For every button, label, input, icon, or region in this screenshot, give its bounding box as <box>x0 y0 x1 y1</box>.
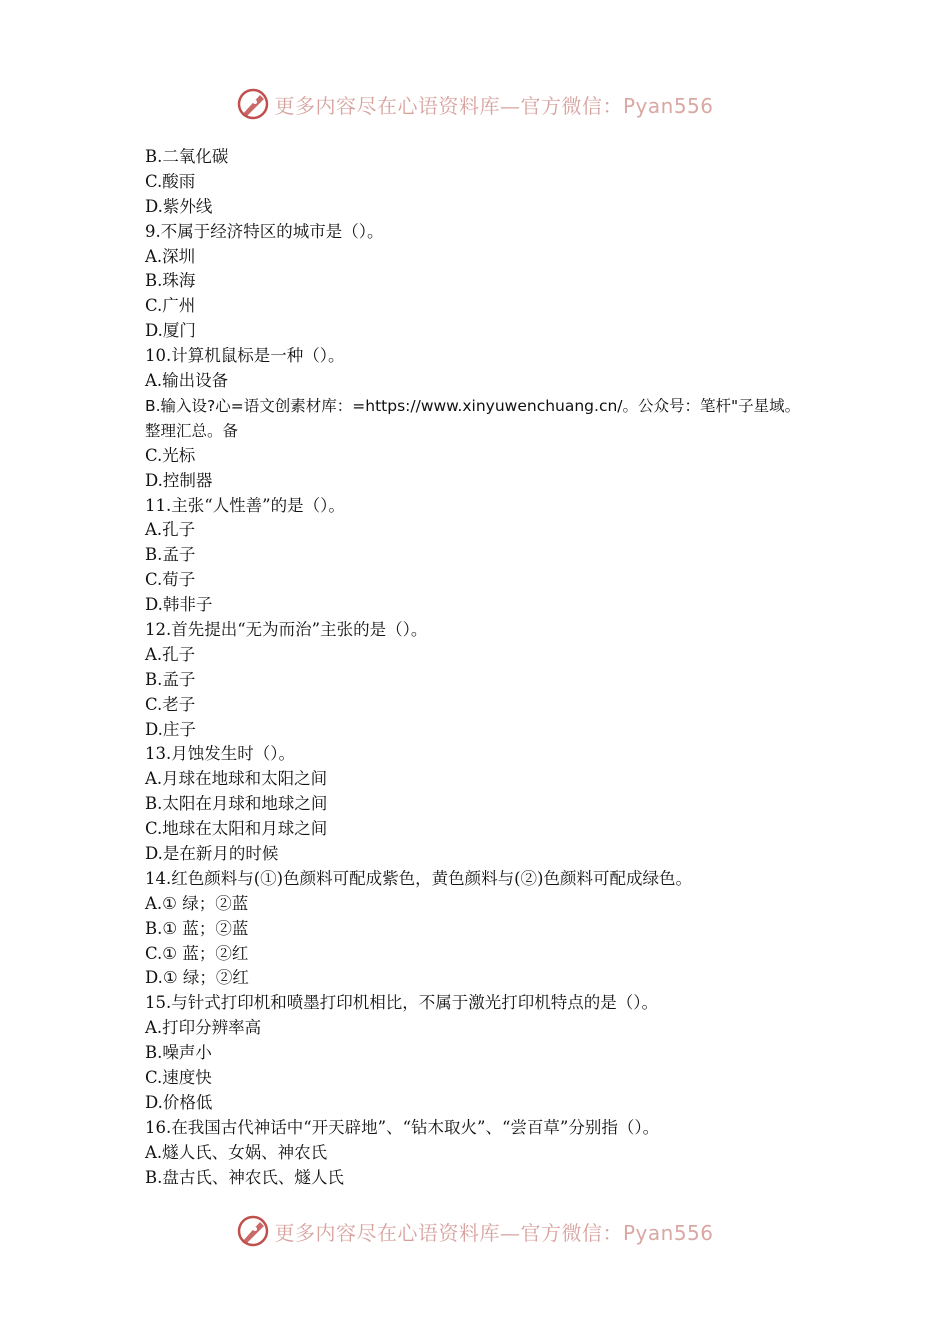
text-line: C.地球在太阳和月球之间 <box>145 819 328 839</box>
header-banner <box>0 84 950 124</box>
text-line: B.盘古氏、神农氏、燧人氏 <box>145 1167 344 1187</box>
text-line: C.老子 <box>145 694 196 714</box>
text-line: D.庄子 <box>145 719 196 739</box>
text-line: C.速度快 <box>145 1067 212 1087</box>
text-line: A.深圳 <box>145 246 196 266</box>
question-16: 16.在我国古代神话中“开天辟地”、“钻木取火”、“尝百草”分别指（）。 <box>145 1117 660 1137</box>
text-line: C.光标 <box>145 445 196 465</box>
banner-slogan: 更多内容尽在心语资料库—官方微信： <box>274 93 623 118</box>
text-line: C.① 蓝；②红 <box>145 943 249 963</box>
watermark-line: B.输入设?心=语文创素材库：=https://www.xinyuwenchuang.cn/。公众号：笔杆"子星域。整理汇总。备 <box>145 396 801 440</box>
text-line: B.二氧化碳 <box>145 147 229 166</box>
banner-text <box>274 90 713 119</box>
question-15: 15.与针式打印机和喷墨打印机相比，不属于激光打印机特点的是（）。 <box>145 993 658 1013</box>
text-line: A.打印分辨率高 <box>145 1018 262 1038</box>
text-line: C.酸雨 <box>145 171 196 191</box>
text-line: B.① 蓝；②蓝 <box>145 918 249 938</box>
text-line: A.输出设备 <box>145 371 229 391</box>
text-line: A.月球在地球和太阳之间 <box>145 769 328 789</box>
pen-logo-icon <box>236 87 270 121</box>
text-line: D.① 绿；②红 <box>145 968 249 988</box>
question-11: 11.主张“人性善”的是（）。 <box>145 495 345 515</box>
banner-slogan: 更多内容尽在心语资料库—官方微信： <box>274 1220 623 1245</box>
text-line: D.厦门 <box>145 321 196 341</box>
text-line: A.① 绿；②蓝 <box>145 893 249 913</box>
text-line: C.荀子 <box>145 570 196 590</box>
text-line: B.噪声小 <box>145 1043 212 1063</box>
text-line: B.珠海 <box>145 271 196 291</box>
pen-logo-icon <box>236 1214 270 1248</box>
document-body <box>145 145 815 1190</box>
text-line: C.广州 <box>145 296 196 316</box>
text-line: D.韩非子 <box>145 595 213 615</box>
banner-text <box>274 1217 713 1246</box>
text-line: D.价格低 <box>145 1092 213 1112</box>
text-line: A.燧人氏、女娲、神农氏 <box>145 1142 328 1162</box>
text-line: D.控制器 <box>145 470 213 490</box>
text-line: B.孟子 <box>145 669 196 689</box>
question-13: 13.月蚀发生时（）。 <box>145 744 295 764</box>
text-line: D.紫外线 <box>145 196 213 216</box>
text-line: D.是在新月的时候 <box>145 843 279 863</box>
wechat-id: Pyan556 <box>622 1220 714 1245</box>
question-12: 12.首先提出“无为而治”主张的是（）。 <box>145 619 428 639</box>
question-10: 10.计算机鼠标是一种（）。 <box>145 346 345 366</box>
footer-banner <box>0 1211 950 1251</box>
wechat-id: Pyan556 <box>622 93 714 118</box>
text-line: A.孔子 <box>145 644 196 664</box>
text-line: A.孔子 <box>145 520 196 540</box>
question-14: 14.红色颜料与(①)色颜料可配成紫色，黄色颜料与(②)色颜料可配成绿色。 <box>145 868 692 888</box>
text-line: B.孟子 <box>145 545 196 565</box>
question-9: 9.不属于经济特区的城市是（）。 <box>145 221 384 241</box>
text-line: B.太阳在月球和地球之间 <box>145 794 328 814</box>
